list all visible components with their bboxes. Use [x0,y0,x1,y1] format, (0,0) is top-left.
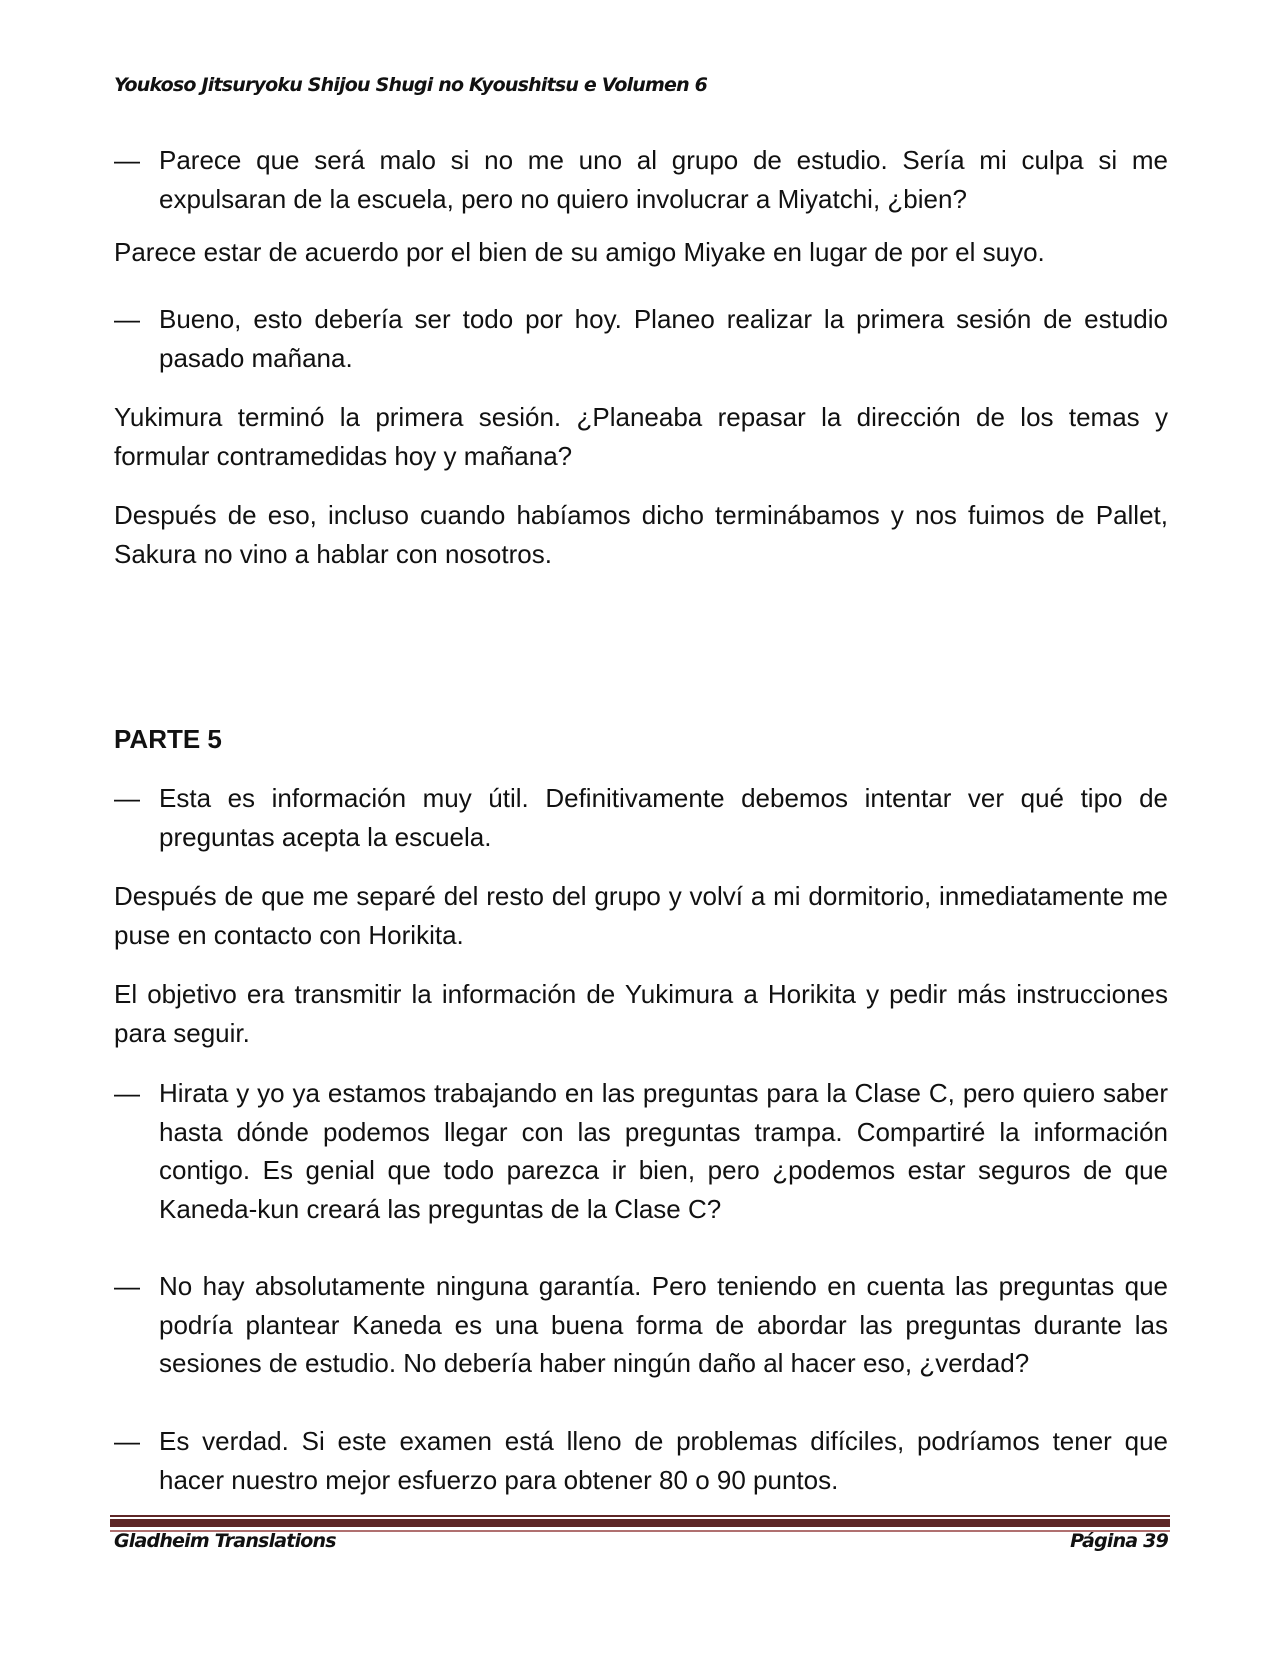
dialogue-text: Parece que será malo si no me uno al grupo de estudio. Sería mi culpa si me expulsaran de la escuela, pero no quiero involucrar a Miyatchi, ¿bien? [159,145,1168,214]
dialogue-text: Bueno, esto debería ser todo por hoy. Planeo realizar la primera sesión de estudio pasado mañana. [159,304,1168,373]
paragraph: El objetivo era transmitir la información de Yukimura a Horikita y pedir más instrucciones para seguir. [114,979,1168,1048]
dialogue-text: No hay absolutamente ninguna garantía. Pero teniendo en cuenta las preguntas que podría plantear Kaneda es una buena forma de abordar las preguntas durante las sesiones de estudio. No debería haber ningún daño al hacer eso, ¿verdad? [159,1271,1168,1378]
footer-page-number: Página 39 [1070,1530,1168,1552]
dialogue-line [114,300,1168,377]
paragraph: Después de que me separé del resto del grupo y volví a mi dormitorio, inmediatamente me puse en contacto con Horikita. [114,881,1168,950]
paragraph: Yukimura terminó la primera sesión. ¿Planeaba repasar la dirección de los temas y formular contramedidas hoy y mañana? [114,402,1168,471]
dialogue-text: Esta es información muy útil. Definitivamente debemos intentar ver qué tipo de preguntas acepta la escuela. [159,783,1168,852]
dialogue-line [114,141,1168,218]
dialogue-dash: — [114,783,140,813]
dialogue-line [114,1422,1168,1499]
dialogue-dash: — [114,145,140,175]
dialogue-line [114,779,1168,856]
dialogue-dash: — [114,1426,140,1456]
dialogue-text: Es verdad. Si este examen está lleno de problemas difíciles, podríamos tener que hacer nuestro mejor esfuerzo para obtener 80 o 90 puntos. [159,1426,1168,1495]
dialogue-text: Hirata y yo ya estamos trabajando en las preguntas para la Clase C, pero quiero saber hasta dónde podemos llegar con las preguntas trampa. Compartiré la información contigo. Es genial que todo parezca ir bien, pero ¿podemos estar seguros de que Kaneda-kun creará las preguntas de la Clase C? [159,1078,1168,1224]
dialogue-dash: — [114,304,140,334]
dialogue-dash: — [114,1271,140,1301]
running-header: Youkoso Jitsuryoku Shijou Shugi no Kyoushitsu e Volumen 6 [114,74,708,96]
dialogue-line [114,1267,1168,1383]
paragraph: Después de eso, incluso cuando habíamos dicho terminábamos y nos fuimos de Pallet, Sakura no vino a hablar con nosotros. [114,500,1168,569]
paragraph: Parece estar de acuerdo por el bien de su amigo Miyake en lugar de por el suyo. [114,237,1045,267]
dialogue-dash: — [114,1078,140,1108]
footer-rule [110,1517,1170,1527]
section-heading: PARTE 5 [114,724,222,754]
dialogue-line [114,1074,1168,1228]
footer-publisher: Gladheim Translations [114,1530,336,1552]
